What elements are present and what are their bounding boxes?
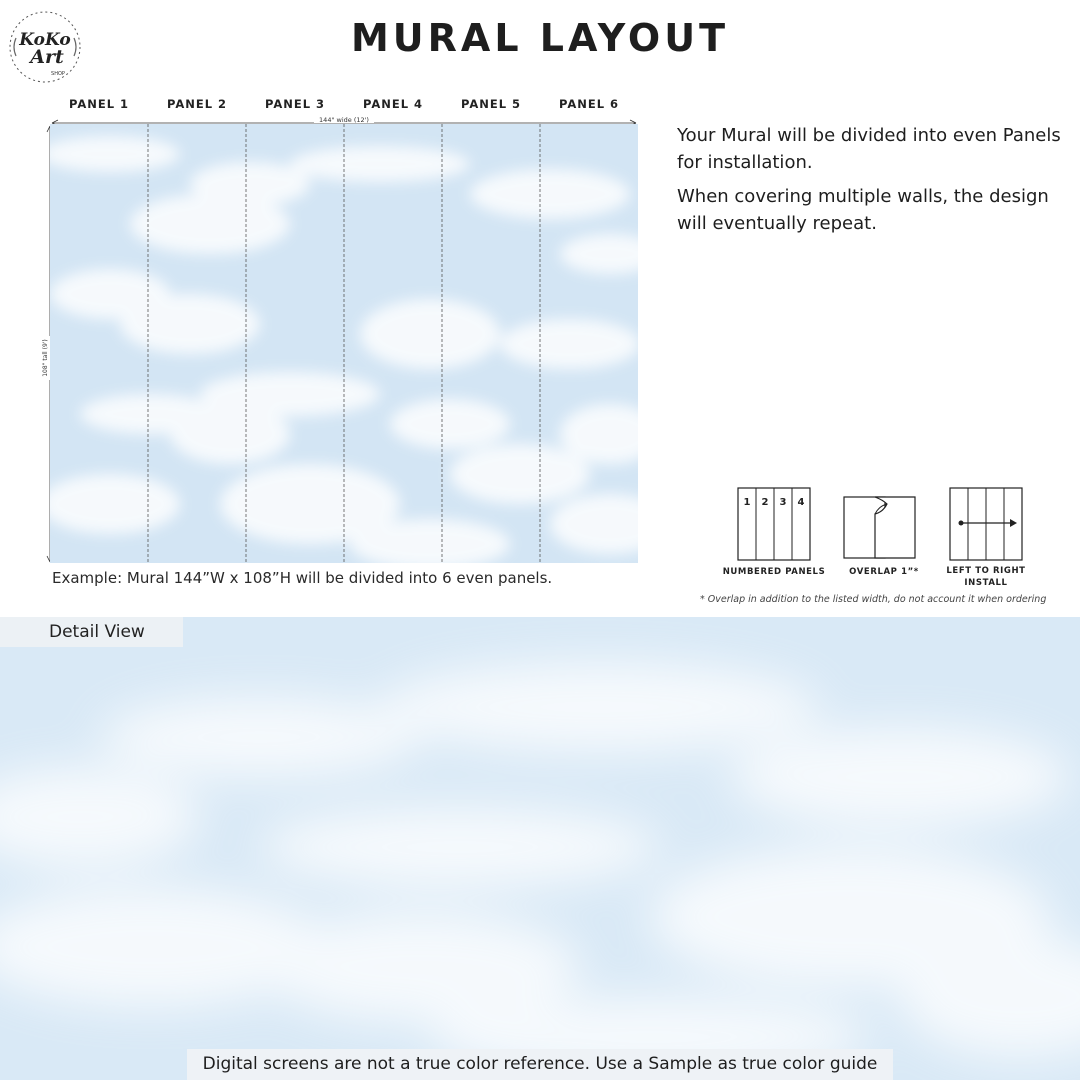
left-to-right-arrow-icon: [949, 487, 1023, 565]
panel-labels: [50, 97, 638, 111]
info-paragraph-2: When covering multiple walls, the design will eventually repeat.: [677, 186, 1049, 234]
detail-view-label: Detail View: [0, 617, 183, 647]
color-disclaimer: Digital screens are not a true color reference. Use a Sample as true color guide: [187, 1049, 893, 1080]
ltr-install-caption: [931, 565, 1041, 589]
example-caption: Example: Mural 144”W x 108”H will be divided into 6 even panels.: [52, 569, 553, 587]
ltr-caption-line2: INSTALL: [964, 578, 1008, 588]
panel-label-4: PANEL 4: [362, 97, 424, 111]
panel-number-2: 2: [761, 497, 769, 508]
info-paragraph-1: Your Mural will be divided into even Panels for installation.: [677, 125, 1061, 173]
ltr-caption-line1: LEFT TO RIGHT: [946, 566, 1026, 576]
overlap-icon: [843, 496, 917, 564]
overlap-footnote: * Overlap in addition to the listed width, do not account it when ordering: [700, 594, 1047, 605]
cloud-detail-image: [0, 617, 1080, 1080]
numbered-panels-caption: NUMBERED PANELS: [722, 567, 826, 577]
logo-line2: Art: [30, 46, 64, 68]
panel-number-1: 1: [743, 497, 751, 508]
panel-number-4: 4: [797, 497, 805, 508]
panel-label-3: PANEL 3: [264, 97, 326, 111]
logo-line1: KoKo: [19, 30, 71, 50]
logo-sub: SHOP: [51, 71, 65, 77]
panel-label-2: PANEL 2: [166, 97, 228, 111]
panel-label-1: PANEL 1: [68, 97, 130, 111]
mural-preview: [50, 124, 638, 563]
panel-label-5: PANEL 5: [460, 97, 522, 111]
page-title: MURAL LAYOUT: [350, 16, 729, 60]
width-label: 144" wide (12'): [319, 116, 369, 124]
cloud-mural-image: [50, 124, 638, 563]
detail-view-image: [0, 617, 1080, 1080]
info-text: [677, 122, 1072, 244]
overlap-caption: OVERLAP 1”*: [849, 567, 919, 577]
height-label: 108" tall (9'): [42, 339, 49, 377]
panel-number-3: 3: [779, 497, 787, 508]
numbered-panels-icon: [737, 487, 811, 565]
panel-label-6: PANEL 6: [558, 97, 620, 111]
